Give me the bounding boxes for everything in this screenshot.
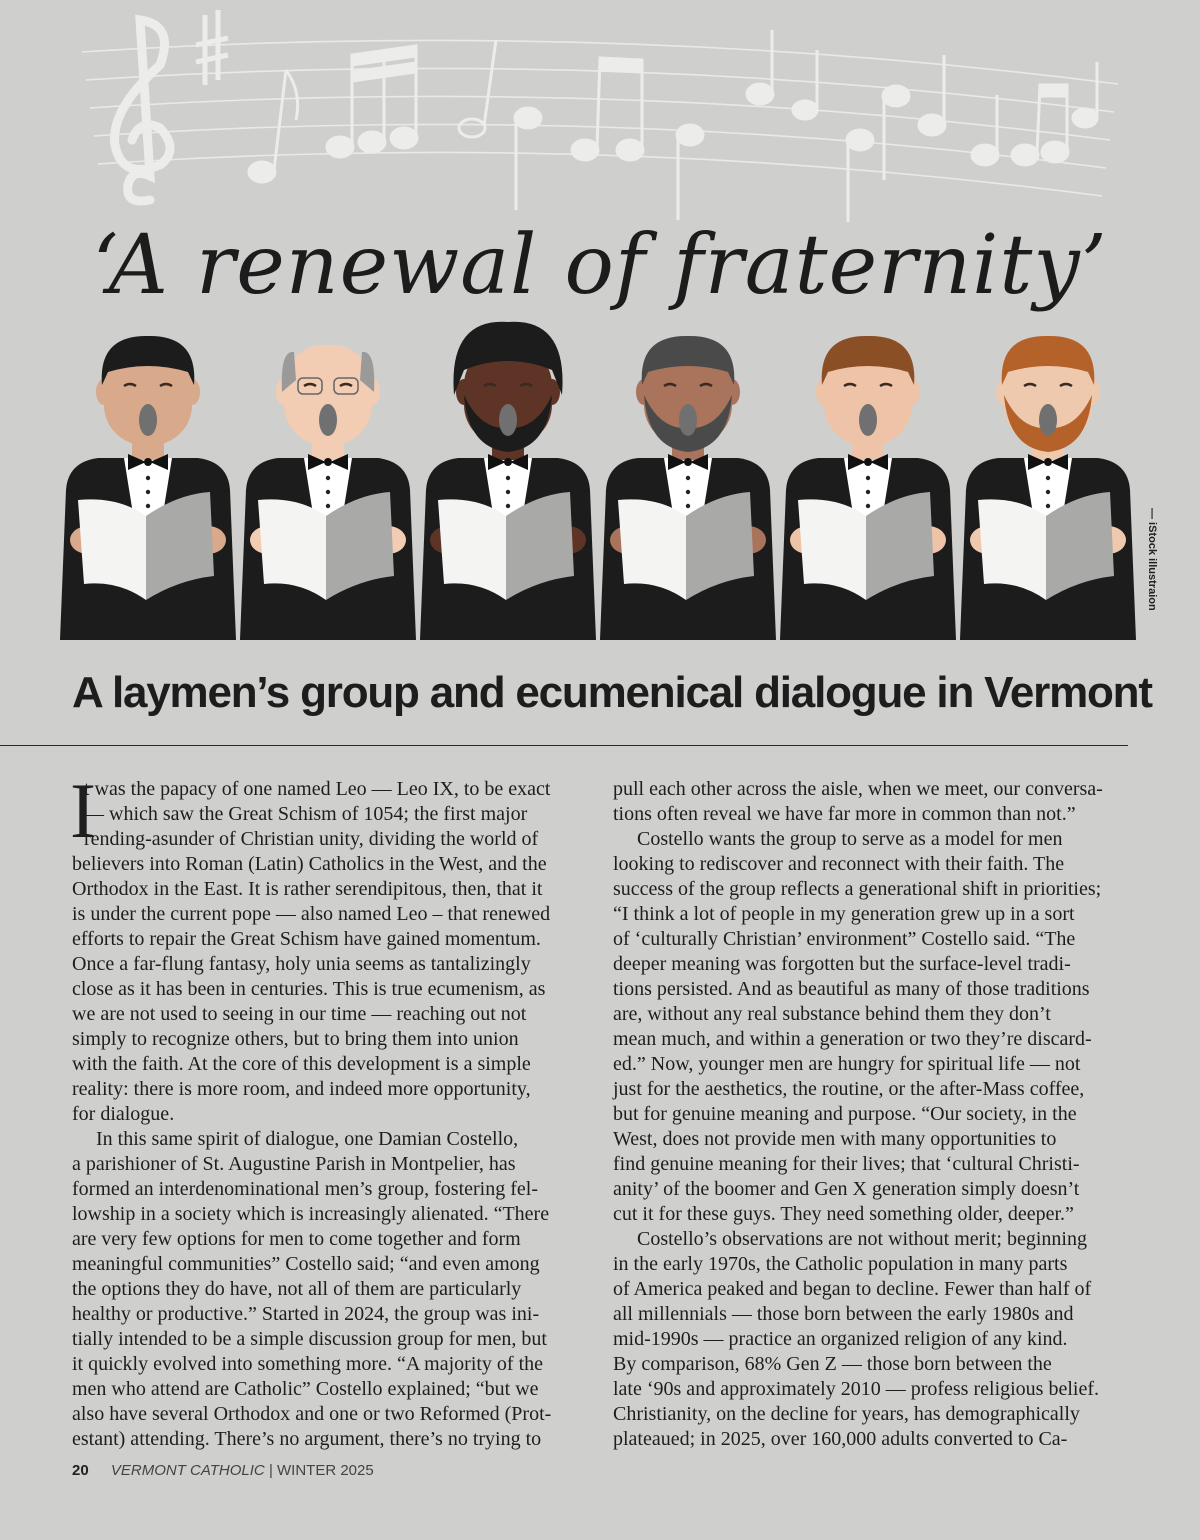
- text-line: late ‘90s and approximately 2010 — profess religious belief.: [613, 1378, 1099, 1400]
- text-line: meaningful communities” Costello said; “and even among: [72, 1253, 540, 1275]
- text-line: reality: there is more room, and indeed more opportunity,: [72, 1078, 531, 1100]
- text-line: mean much, and within a generation or two they’re discard-: [613, 1028, 1092, 1050]
- article-subtitle: A laymen’s group and ecumenical dialogue in Vermont: [72, 668, 1152, 717]
- text-line: it quickly evolved into something more. “A majority of the: [72, 1353, 544, 1375]
- divider: [0, 745, 1128, 746]
- text-line: find genuine meaning for their lives; that ‘cultural Christi-: [613, 1153, 1080, 1175]
- text-line: healthy or productive.” Started in 2024, the group was ini-: [72, 1303, 540, 1325]
- issue-label: WINTER 2025: [277, 1462, 374, 1479]
- text-line: the options they do have, not all of them are particularly: [72, 1278, 522, 1300]
- footer-separator: |: [268, 1462, 273, 1479]
- music-notes: [249, 30, 1097, 222]
- text-line: success of the group reflects a generational shift in priorities;: [613, 878, 1102, 900]
- text-line: just for the aesthetics, the routine, or the after-Mass coffee,: [613, 1078, 1085, 1100]
- text-line: simply to recognize others, but to bring them into union: [72, 1028, 519, 1050]
- text-line: are very few options for men to come together and form: [72, 1228, 521, 1250]
- singer-2: [240, 345, 416, 640]
- text-line: men who attend are Catholic” Costello explained; “but we: [72, 1378, 539, 1400]
- text-line: West, does not provide men with many opportunities to: [613, 1128, 1057, 1150]
- text-line: tially intended to be a simple discussion group for men, but: [72, 1328, 547, 1350]
- page-number: 20: [72, 1462, 89, 1479]
- page-title: ‘A renewal of fraternity’: [92, 218, 1108, 313]
- text-line: close as it has been in centuries. This is true ecumenism, as: [72, 978, 546, 1000]
- text-line: all millennials — those born between the early 1980s and: [613, 1303, 1074, 1325]
- publication-name: VERMONT CATHOLIC: [110, 1462, 265, 1479]
- article-column-2: [613, 777, 1128, 1452]
- treble-clef-icon: [115, 20, 170, 201]
- text-line: in the early 1970s, the Catholic population in many parts: [613, 1253, 1068, 1275]
- text-line: lowship in a society which is increasingly alienated. “There: [72, 1203, 550, 1225]
- text-line: believers into Roman (Latin) Catholics in the West, and the: [72, 853, 547, 875]
- text-line: “I think a lot of people in my generation grew up in a sort: [613, 903, 1075, 925]
- singer-3: [420, 322, 596, 640]
- text-line: Christianity, on the decline for years, has demographically: [613, 1403, 1080, 1425]
- page-footer: [72, 1462, 374, 1479]
- text-line: Once a far-flung fantasy, holy unia seems as tantalizingly: [72, 953, 531, 975]
- singer-1: [60, 336, 236, 640]
- text-line: for dialogue.: [72, 1103, 175, 1125]
- text-line: mid-1990s — practice an organized religion of any kind.: [613, 1328, 1068, 1350]
- text-line: are, without any real substance behind them they don’t: [613, 1003, 1051, 1025]
- singer-5: [780, 336, 956, 640]
- text-line: looking to rediscover and reconnect with their faith. The: [613, 853, 1065, 875]
- text-line: — which saw the Great Schism of 1054; the first major: [84, 803, 528, 825]
- text-line: anity’ of the boomer and Gen X generation simply doesn’t: [613, 1178, 1080, 1200]
- drop-cap: I: [70, 767, 96, 854]
- text-line: of ‘culturally Christian’ environment” Costello said. “The: [613, 928, 1076, 950]
- text-line: plateaued; in 2025, over 160,000 adults converted to Ca-: [613, 1428, 1068, 1450]
- text-line: Orthodox in the East. It is rather serendipitous, then, that it: [72, 878, 543, 900]
- text-line: efforts to repair the Great Schism have gained momentum.: [72, 928, 541, 950]
- text-line: ed.” Now, younger men are hungry for spiritual life — not: [613, 1053, 1081, 1075]
- article-column-1: [70, 767, 586, 1452]
- text-line: tions persisted. And as beautiful as many of those traditions: [613, 978, 1090, 1000]
- singer-6: [960, 336, 1136, 640]
- text-line: a parishioner of St. Augustine Parish in Montpelier, has: [72, 1153, 516, 1175]
- text-line: of America peaked and began to decline. Fewer than half of: [613, 1278, 1092, 1300]
- text-line: is under the current pope — also named Leo – that renewed: [72, 903, 551, 925]
- text-line: t was the papacy of one named Leo — Leo IX, to be exact: [84, 778, 551, 800]
- text-line: formed an interdenominational men’s group, fostering fel-: [72, 1178, 538, 1200]
- text-line: we are not used to seeing in our time — reaching out not: [72, 1003, 527, 1025]
- singer-4: [600, 336, 776, 640]
- text-line: but for genuine meaning and purpose. “Our society, in the: [613, 1103, 1077, 1125]
- text-line: Costello wants the group to serve as a model for men: [637, 828, 1063, 850]
- text-line: tions often reveal we have far more in common than not.”: [613, 803, 1076, 825]
- text-line: rending-asunder of Christian unity, dividing the world of: [84, 828, 539, 850]
- text-line: estant) attending. There’s no argument, there’s no trying to: [72, 1428, 542, 1450]
- text-line: pull each other across the aisle, when we meet, our conversa-: [613, 778, 1103, 800]
- text-line: cut it for these guys. They need something older, deeper.”: [613, 1203, 1074, 1225]
- text-line: with the faith. At the core of this development is a simple: [72, 1053, 531, 1075]
- text-line: also have several Orthodox and one or two Reformed (Prot-: [72, 1403, 552, 1425]
- text-line: By comparison, 68% Gen Z — those born between the: [613, 1353, 1052, 1375]
- choir-illustration: [0, 0, 1200, 640]
- text-line: In this same spirit of dialogue, one Damian Costello,: [96, 1128, 519, 1150]
- text-line: deeper meaning was forgotten but the surface-level tradi-: [613, 953, 1071, 975]
- text-line: Costello’s observations are not without merit; beginning: [637, 1228, 1087, 1250]
- illustration-credit: — iStock illustraion: [1146, 508, 1158, 611]
